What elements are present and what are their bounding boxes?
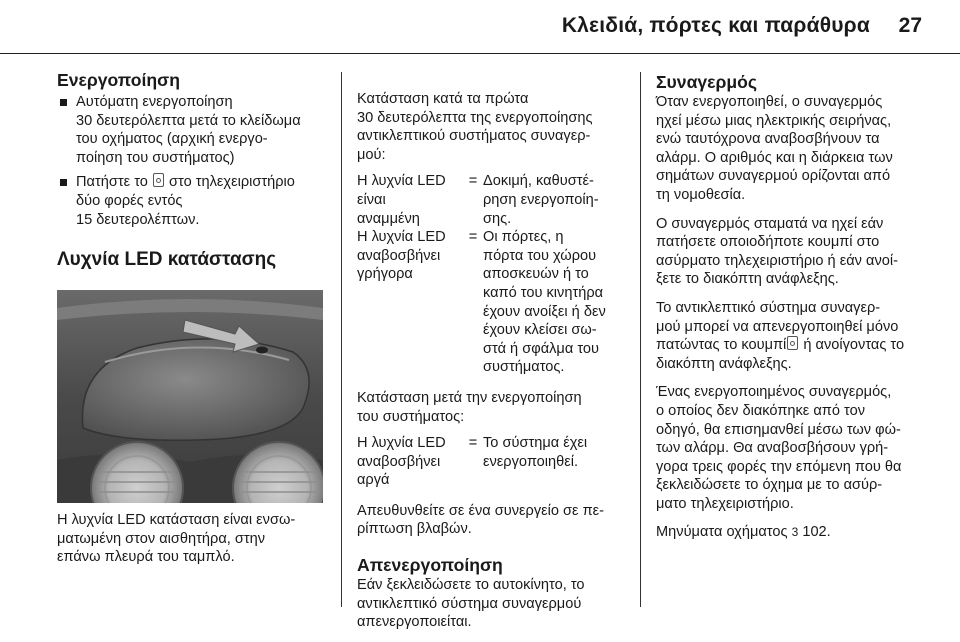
column-3	[656, 72, 928, 542]
service-text: Απευθυνθείτε σε ένα συνεργείο σε πε- ρίπτωση βλαβών.	[357, 502, 605, 538]
section-heading-activation: Ενεργοποίηση	[57, 70, 180, 90]
bullet-item: Πατήστε το στο τηλεχειριστήριο δύο φορές εντός 15 δευτερολέπτων.	[57, 173, 327, 229]
column-1	[57, 70, 327, 567]
intro-text: Κατάσταση κατά τα πρώτα 30 δευτερόλεπτα της ενεργοποίησης αντικλεπτικού συστήματος συναγερ- μού:	[357, 91, 593, 163]
header-rule	[0, 53, 960, 54]
alarm-paragraph-1: Όταν ενεργοποιηθεί, ο συναγερμός ηχεί μέσω μιας ηλεκτρικής σειρήνας, ενώ ταυτόχρονα αναβοσβήνουν τα αλάρμ. Ο αριθμός και η διάρκεια των σημάτων συναγερμού ορίζονται από τη νομοθεσία.	[656, 94, 893, 203]
page-number: 27	[898, 14, 922, 37]
deactivation-text: Εάν ξεκλειδώσετε το αυτοκίνητο, το αντικλεπτικό σύστημα συναγερμού απενεργοποιείται.	[357, 577, 585, 631]
page-arrow-icon: 3	[791, 525, 799, 540]
column-divider	[341, 72, 342, 607]
section-heading-alarm: Συναγερμός	[656, 72, 758, 92]
table-row: Η λυχνία LED αναβοσβήνει αργά = Το σύστημα έχει ενεργοποιηθεί.	[357, 435, 588, 489]
section-heading-led: Λυχνία LED κατάστασης	[57, 249, 277, 271]
chapter-title: Κλειδιά, πόρτες και παράθυρα	[561, 14, 870, 37]
dashboard-led-photo	[57, 290, 323, 503]
after-activation-text: Κατάσταση μετά την ενεργοποίηση του συστήματος:	[357, 389, 582, 425]
photo-caption: Η λυχνία LED κατάσταση είναι ενσω- ματωμένη στον αισθητήρα, στην επάνω πλευρά του ταμπλό.	[57, 512, 296, 566]
bullet-icon	[60, 99, 67, 106]
column-divider	[640, 72, 641, 607]
table-row: Η λυχνία LED είναι αναμμένη = Δοκιμή, καθυστέ- ρηση ενεργοποίη- σης.	[357, 173, 599, 227]
page-header	[0, 0, 960, 54]
reference-page-link[interactable]: 102.	[802, 524, 831, 541]
lock-key-icon	[153, 173, 164, 187]
alarm-paragraph-3: Το αντικλεπτικό σύστημα συναγερ- μού μπορεί να απενεργοποιηθεί μόνο πατώντας το κουμπί ή ανοίγοντας το διακόπτη ανάφλεξης.	[656, 299, 905, 372]
bullet-item: Αυτόματη ενεργοποίηση 30 δευτερόλεπτα μετά το κλείδωμα του οχήματος (αρχική ενεργο- ποίηση του συστήματος)	[57, 93, 327, 167]
column-2	[357, 90, 625, 632]
section-heading-deactivation: Απενεργοποίηση	[357, 555, 503, 576]
cross-reference: Μηνύματα οχήματος 3 102.	[656, 524, 831, 541]
alarm-paragraph-4: Ένας ενεργοποιημένος συναγερμός, ο οποίος δεν διακόπηκε από τον οδηγό, θα επισημανθεί μέσω των φώ- των αλάρμ. Θα αναβοσβήσουν γρή- γορα τρεις φορές την επόμενη που θα ξεκλειδώσετε το όχημα με το ασύρ- ματο τηλεχειριστήριο.	[656, 384, 902, 512]
bullet-icon	[60, 179, 67, 186]
table-row: Η λυχνία LED αναβοσβήνει γρήγορα = Οι πόρτες, η πόρτα του χώρου αποσκευών ή το καπό του κινητήρα έχουν ανοίξει ή δεν έχουν κλείσει σω- στά ή σφάλμα του συστήματος.	[357, 229, 606, 376]
status-table-2	[357, 434, 625, 490]
unlock-key-icon	[787, 336, 798, 350]
alarm-paragraph-2: Ο συναγερμός σταματά να ηχεί εάν πατήσετε οποιοδήποτε κουμπί στο ασύρματο τηλεχειριστήριο ή εάν ανοί- ξετε το διακόπτη ανάφλεξης.	[656, 215, 898, 288]
status-table-1	[357, 172, 625, 377]
